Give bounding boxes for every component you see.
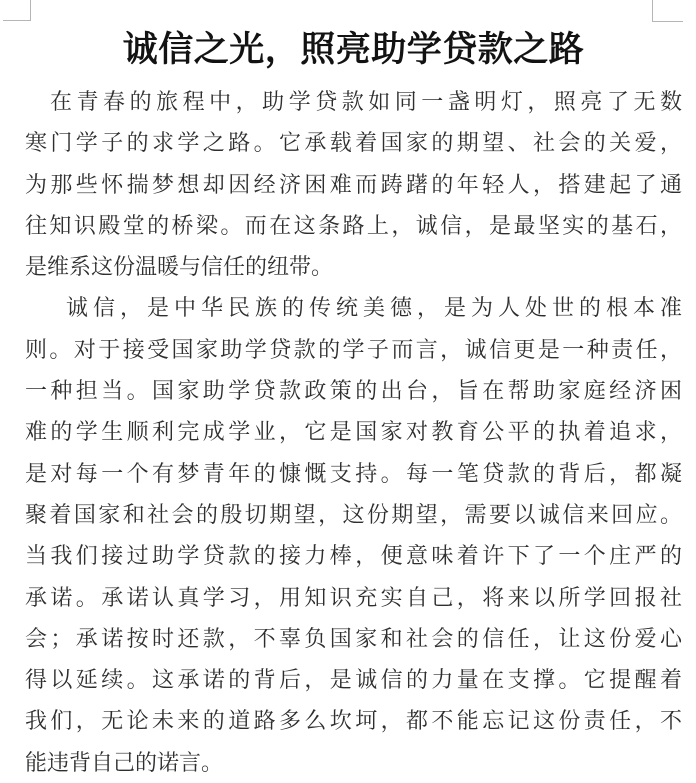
- text-line: 则。对于接受国家助学贷款的学子而言，诚信更是一种责任，: [25, 336, 682, 362]
- text-line: 当我们接过助学贷款的接力棒，便意味着许下了一个庄严的: [25, 543, 682, 569]
- text-line: 得以延续。这承诺的背后，是诚信的力量在支撑。它提醒着: [25, 667, 682, 693]
- document-title: 诚信之光，照亮助学贷款之路: [122, 30, 585, 69]
- text-line: 聚着国家和社会的殷切期望，这份期望，需要以诚信来回应。: [25, 501, 682, 527]
- text-line: 诚信，是中华民族的传统美德，是为人处世的根本准: [66, 295, 682, 321]
- crop-mark-top-left-icon: [30, 0, 31, 20]
- text-line: 在青春的旅程中，助学贷款如同一盏明灯，照亮了无数: [50, 89, 682, 114]
- text-line: 寒门学子的求学之路。它承载着国家的期望、社会的关爱，: [25, 130, 682, 156]
- crop-mark-top-left-icon: [3, 20, 31, 21]
- text-line: 能违背自己的诺言。: [25, 749, 224, 775]
- text-line: 我们，无论未来的道路多么坎坷，都不能忘记这份责任，不: [25, 708, 682, 734]
- text-line: 一种担当。国家助学贷款政策的出台，旨在帮助家庭经济困: [25, 378, 682, 404]
- text-line: 承诺。承诺认真学习，用知识充实自己，将来以所学回报社: [25, 584, 682, 610]
- text-line: 是对每一个有梦青年的慷慨支持。每一笔贷款的背后，都凝: [25, 460, 682, 486]
- text-line: 会；承诺按时还款，不辜负国家和社会的信任，让这份爱心: [25, 625, 682, 651]
- text-line: 为那些怀揣梦想却因经济困难而踌躇的年轻人，搭建起了通: [25, 171, 682, 197]
- text-line: 往知识殿堂的桥梁。而在这条路上，诚信，是最坚实的基石，: [25, 212, 682, 238]
- text-line: 是维系这份温暖与信任的纽带。: [25, 254, 334, 280]
- document-body: [25, 81, 682, 783]
- crop-mark-top-right-icon: [652, 0, 653, 21]
- crop-mark-top-right-icon: [652, 21, 683, 22]
- text-line: 难的学生顺利完成学业，它是国家对教育公平的执着追求，: [25, 419, 682, 445]
